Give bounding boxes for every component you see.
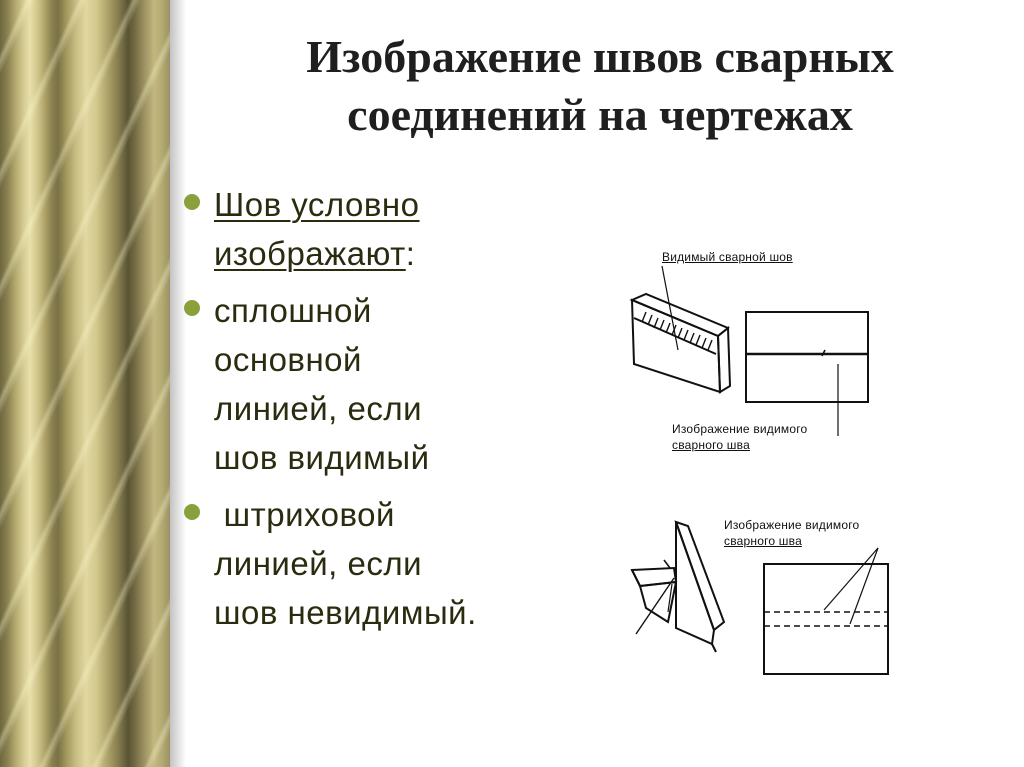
bullet-item-2 [178, 286, 558, 482]
bullet-3-line-3: шов невидимый. [214, 594, 477, 631]
caption-hidden-weld-line-1: Изображение видимого [724, 518, 860, 532]
caption-visible-weld: Видимый сварной шов [662, 250, 793, 264]
decorative-sidebar [0, 0, 170, 767]
bullet-1-line-1: Шов условно [214, 186, 420, 223]
bullet-3-line-1: штриховой [214, 496, 395, 533]
bullet-2-line-4: шов видимый [214, 439, 430, 476]
bullet-2-line-3: линией, если [214, 390, 423, 427]
bullet-2-line-2: основной [214, 341, 362, 378]
caption-visible-weld-image-line-1: Изображение видимого [672, 422, 808, 436]
bullet-list [178, 180, 558, 645]
bullet-1-line-2: изображают [214, 235, 406, 272]
figure-hidden-weld [628, 512, 898, 687]
bullet-3-line-2: линией, если [214, 545, 423, 582]
figure-visible-weld [620, 240, 880, 470]
bullet-dot-icon [184, 504, 200, 520]
bullet-2-line-1: сплошной [214, 292, 372, 329]
bullet-item-3 [178, 490, 558, 637]
caption-hidden-weld-line-2: сварного шва [724, 534, 802, 548]
caption-visible-weld-image-line-2: сварного шва [672, 438, 750, 452]
title-line-1: Изображение швов сварных [306, 31, 894, 82]
bullet-item-1 [178, 180, 558, 278]
title-line-2: соединений на чертежах [347, 89, 853, 140]
slide-title [200, 28, 1000, 144]
bullet-dot-icon [184, 300, 200, 316]
hidden-weld-drawing [628, 512, 898, 687]
bullet-1-colon: : [405, 235, 416, 272]
bullet-dot-icon [184, 194, 200, 210]
